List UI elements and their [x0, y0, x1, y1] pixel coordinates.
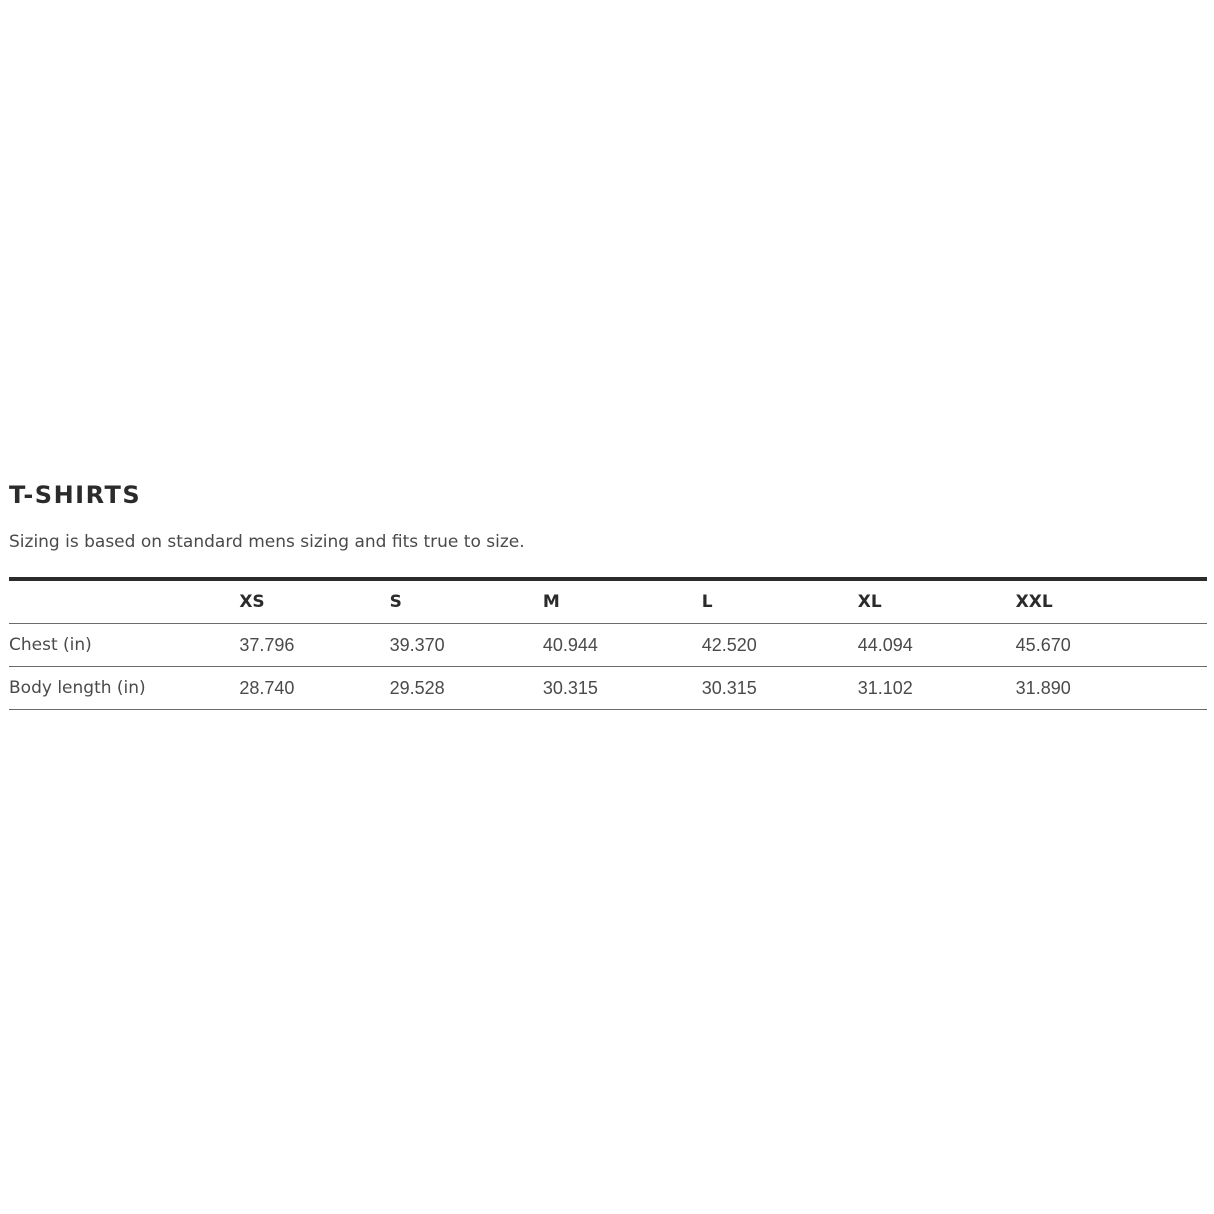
- table-cell: 28.740: [239, 667, 389, 710]
- page-subtitle: Sizing is based on standard mens sizing and fits true to size.: [9, 532, 525, 552]
- table-cell: 30.315: [702, 667, 858, 710]
- table-cell: 40.944: [543, 624, 702, 667]
- table-row-body-length: [9, 667, 1207, 710]
- size-chart-section: [9, 480, 1207, 698]
- page-title: T-SHIRTS: [9, 481, 142, 509]
- table-header-row: [9, 579, 1207, 624]
- size-table: [9, 577, 1207, 710]
- table-header-s: S: [390, 579, 543, 624]
- table-cell: 31.890: [1016, 667, 1207, 710]
- table-header-l: L: [702, 579, 858, 624]
- table-header-xl: XL: [858, 579, 1016, 624]
- row-label: Chest (in): [9, 624, 239, 667]
- table-cell: 31.102: [858, 667, 1016, 710]
- table-cell: 30.315: [543, 667, 702, 710]
- table-header-empty: [9, 579, 239, 624]
- table-header-xs: XS: [239, 579, 389, 624]
- table-row-chest: [9, 624, 1207, 667]
- table-cell: 29.528: [390, 667, 543, 710]
- table-cell: 44.094: [858, 624, 1016, 667]
- table-header-xxl: XXL: [1016, 579, 1207, 624]
- table-header-m: M: [543, 579, 702, 624]
- table-cell: 42.520: [702, 624, 858, 667]
- table-cell: 37.796: [239, 624, 389, 667]
- table-cell: 39.370: [390, 624, 543, 667]
- row-label: Body length (in): [9, 667, 239, 710]
- table-cell: 45.670: [1016, 624, 1207, 667]
